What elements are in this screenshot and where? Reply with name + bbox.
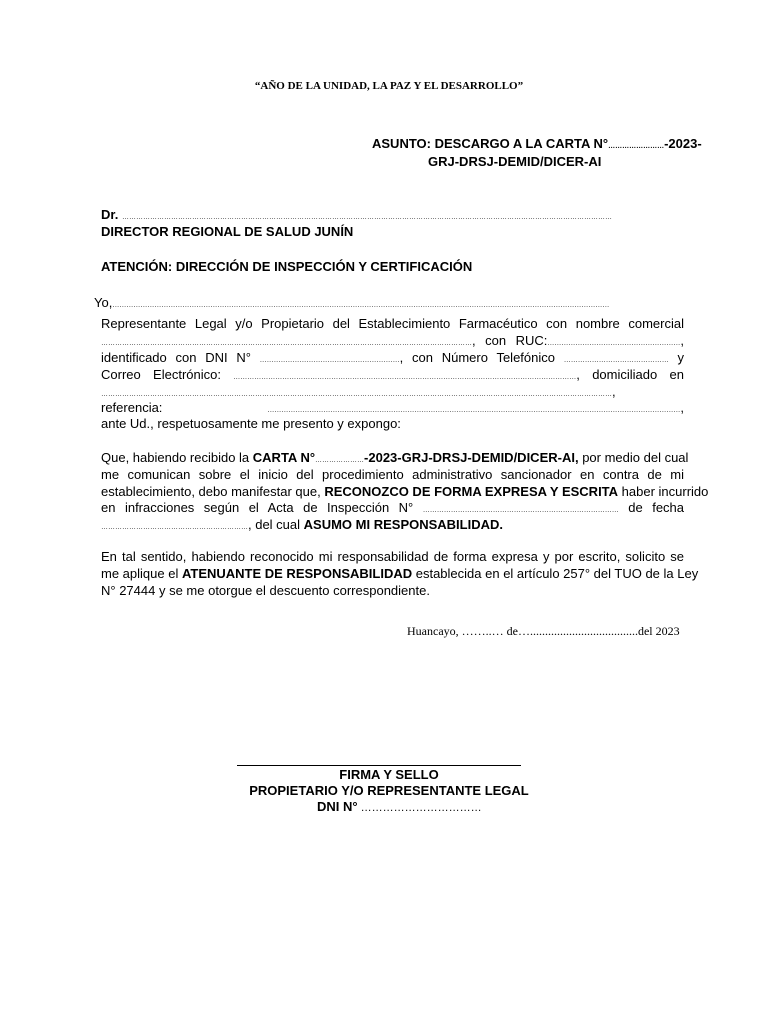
yo-label: Yo,: [94, 295, 113, 310]
trade-name-blank: ……………………………………………………………………………………………………………………………………………: [101, 340, 472, 347]
recipient-dr-line: [101, 207, 612, 222]
address-label: , domiciliado en: [576, 367, 684, 382]
text: en infracciones según el Acta de Inspección N°: [101, 500, 414, 515]
dr-label: Dr.: [101, 207, 119, 222]
ruc-blank: …………………………………………………: [547, 340, 681, 347]
yo-name-blank: ……………………………………………………………………………………………………………………………………………………………………………………………: [112, 302, 610, 309]
signature-dni-blank: ……………………………: [357, 802, 482, 814]
comma: ,: [680, 333, 684, 348]
reference-label: referencia:: [101, 400, 163, 415]
ruc-label: , con RUC:: [472, 333, 548, 348]
motto-heading: “AÑO DE LA UNIDAD, LA PAZ Y EL DESARROLLO”: [254, 80, 524, 92]
subject-line-1: [372, 136, 702, 151]
text: , del cual: [248, 517, 304, 532]
address-blank: …………………………………………………………………………………………………………………………………………………………………………………………………: [101, 391, 612, 398]
subject-label: ASUNTO: DESCARGO A LA CARTA N°: [372, 136, 609, 151]
intro-line-1: Representante Legal y/o Propietario del Establecimiento Farmacéutico con nombre comercial: [101, 316, 684, 331]
yo-line: [94, 295, 609, 310]
signature-dni-label: DNI N°: [317, 799, 358, 814]
subject-line-2: GRJ-DRSJ-DEMID/DICER-AI: [428, 154, 602, 169]
text: establecimiento, debo manifestar que,: [101, 484, 325, 499]
signature-role: PROPIETARIO Y/O REPRESENTANTE LEGAL: [249, 783, 529, 798]
text: establecida en el artículo 257° del TUO de la Ley: [412, 566, 699, 581]
text: Que, habiendo recibido la: [101, 450, 253, 465]
subject-year: -2023-: [664, 136, 702, 151]
text: por medio del cual: [578, 450, 689, 465]
para2-line-3: N° 27444 y se me otorgue el descuento correspondiente.: [101, 583, 430, 598]
dni-label: identificado con DNI N°: [101, 350, 251, 365]
para1-line-2: me comunican sobre el inicio del procedimiento administrativo sancionador en contra de mi: [101, 467, 684, 482]
para1-line-5: [101, 516, 684, 536]
intro-line-7: ante Ud., respetuosamente me presento y expongo:: [101, 416, 401, 431]
acta-number-blank: …………………………………………………………………………: [422, 507, 619, 514]
dni-blank: ……………………………………………………: [259, 357, 400, 364]
text: haber incurrido: [618, 484, 709, 499]
recipient-title: DIRECTOR REGIONAL DE SALUD JUNÍN: [101, 224, 354, 239]
email-label: Correo Electrónico:: [101, 367, 221, 382]
carta-label: CARTA N°: [252, 450, 316, 465]
para2-line-1: En tal sentido, habiendo reconocido mi responsabilidad de forma expresa y por escrito, solicito se: [101, 549, 684, 564]
para2-line-2: [101, 565, 699, 582]
phone-label: , con Número Telefónico: [399, 350, 555, 365]
date-line: Huancayo, ……..… de…....................................del 2023: [407, 624, 680, 638]
text: me aplique el: [101, 566, 182, 581]
attention-line: ATENCIÓN: DIRECCIÓN DE INSPECCIÓN Y CERTIFICACIÓN: [101, 259, 473, 274]
reference-blank: ……………………………………………………………………………………………………………………………………………………………: [267, 407, 681, 414]
comma: ,: [612, 384, 616, 399]
signature-caption: FIRMA Y SELLO: [339, 767, 439, 782]
subject-number-blank: ……………………: [608, 143, 665, 150]
dr-name-blank: …………………………………………………………………………………………………………………………………………………………………………………………: [121, 214, 612, 221]
date-label: de fecha: [628, 500, 685, 515]
email-blank: …………………………………………………………………………………………………………………………………: [233, 374, 577, 381]
carta-number-blank: …………………: [315, 457, 365, 464]
mitigating-bold: ATENUANTE DE RESPONSABILIDAD: [181, 566, 413, 581]
responsibility-bold: ASUMO MI RESPONSABILIDAD.: [303, 517, 503, 532]
acta-date-blank: ………………………………………………………: [101, 524, 248, 531]
para1-line-3: [101, 483, 709, 500]
and-word: y: [677, 350, 684, 365]
phone-blank: ………………………………………: [563, 357, 669, 364]
signature-line: [237, 765, 521, 766]
recognition-bold: RECONOZCO DE FORMA EXPRESA Y ESCRITA: [324, 484, 619, 499]
signature-dni: [317, 799, 482, 814]
comma: ,: [680, 400, 684, 415]
carta-code: -2023-GRJ-DRSJ-DEMID/DICER-AI,: [364, 450, 579, 465]
